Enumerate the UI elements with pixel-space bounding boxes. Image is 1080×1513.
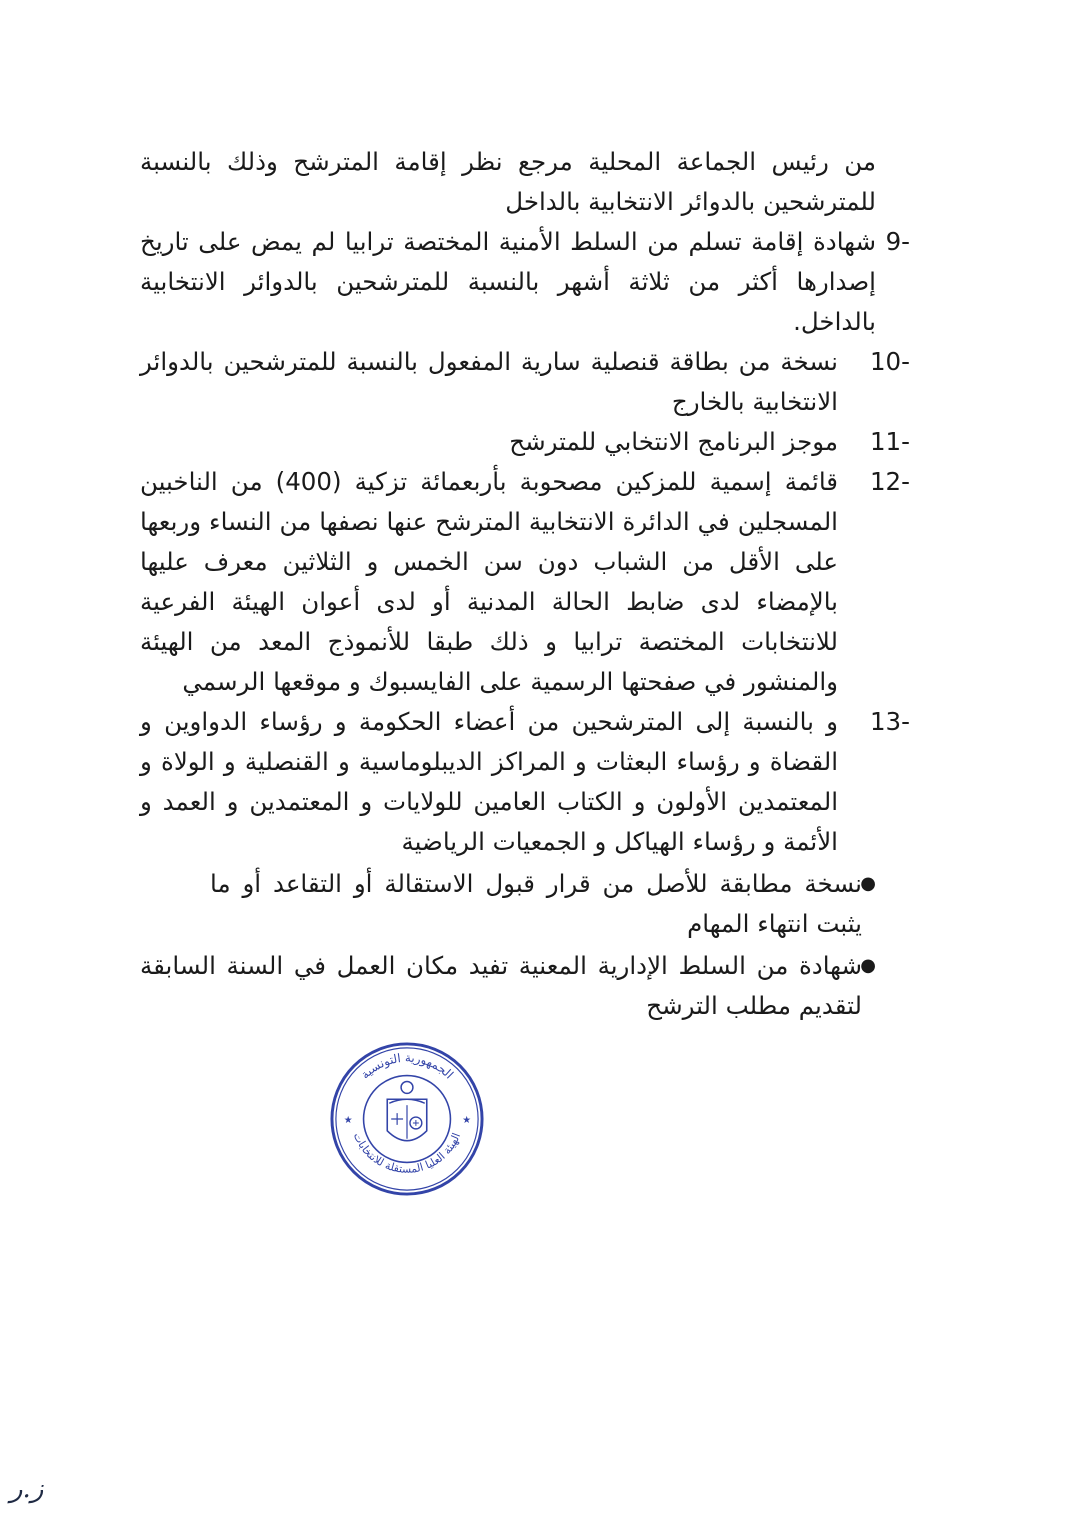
item-number: 10- [869, 347, 910, 376]
list-item-9 [140, 222, 910, 342]
item-text: قائمة إسمية للمزكين مصحوبة بأربعمائة تزكية (400) من الناخبين المسجلين في الدائرة الانتخابية المترشح عنها نصفها من النساء وربعها على الأقل من الشباب دون سن الخمس و الثلاثين معرف عليها بالإمضاء لدى ضابط الحالة المدنية أو لدى أعوان الهيئة الفرعية للانتخابات المختصة ترابيا و ذلك طبقا للأنموذج المعد من الهيئة والمنشور في صفحتها الرسمية على الفايسبوك و موقعها الرسمي [140, 467, 838, 696]
seal-inner-text: الهيئة العليا المستقلة للانتخابات [350, 1130, 464, 1176]
seal-outer-text: الجمهورية التونسية [357, 1050, 457, 1082]
item-text: شهادة إقامة تسلم من السلط الأمنية المختصة ترابيا لم يمض على تاريخ إصدارها أكثر من ثلاثة أشهر بالنسبة للمترشحين بالدوائر الانتخابية بالداخل. [140, 227, 876, 336]
list-item-10 [140, 342, 910, 422]
list-item-11 [140, 422, 910, 462]
item-number: 13- [869, 707, 910, 736]
svg-text:الجمهورية التونسية [358, 1051, 456, 1082]
handwritten-initials: ز.ر [10, 1474, 44, 1504]
list-item-13 [140, 702, 910, 862]
svg-text:★: ★ [462, 1114, 472, 1126]
item-text: و بالنسبة إلى المترشحين من أعضاء الحكومة و رؤساء الدواوين و القضاة و رؤساء البعثات و المراكز الديبلوماسية و القنصلية و الولاة و المعتمدين الأولون و الكتاب العامين للولايات و المعتمدين و العمد و الأئمة و رؤساء الهياكل و الجمعيات الرياضية [140, 707, 838, 856]
bullet-dot-icon: ● [860, 955, 876, 976]
item-number: 9- [885, 227, 910, 256]
list-item-12 [140, 462, 910, 702]
item-text: موجز البرنامج الانتخابي للمترشح [509, 427, 838, 456]
document-body [140, 142, 910, 1026]
bullet-item [140, 946, 910, 1026]
official-seal-icon [328, 1040, 486, 1198]
item-number: 11- [869, 427, 910, 456]
bullet-text: شهادة من السلط الإدارية المعنية تفيد مكان العمل في السنة السابقة لتقديم مطلب الترشح [140, 951, 862, 1020]
intro-paragraph: من رئيس الجماعة المحلية مرجع نظر إقامة المترشح وذلك بالنسبة للمترشحين بالدوائر الانتخابية بالداخل [140, 147, 876, 216]
item-text: نسخة من بطاقة قنصلية سارية المفعول بالنسبة للمترشحين بالدوائر الانتخابية بالخارج [140, 347, 838, 416]
bullet-text: نسخة مطابقة للأصل من قرار قبول الاستقالة أو التقاعد أو ما يثبت انتهاء المهام [210, 869, 862, 938]
bullet-dot-icon: ● [860, 873, 876, 894]
item-number: 12- [869, 467, 910, 496]
svg-text:★: ★ [343, 1114, 353, 1126]
bullet-item [140, 864, 910, 944]
